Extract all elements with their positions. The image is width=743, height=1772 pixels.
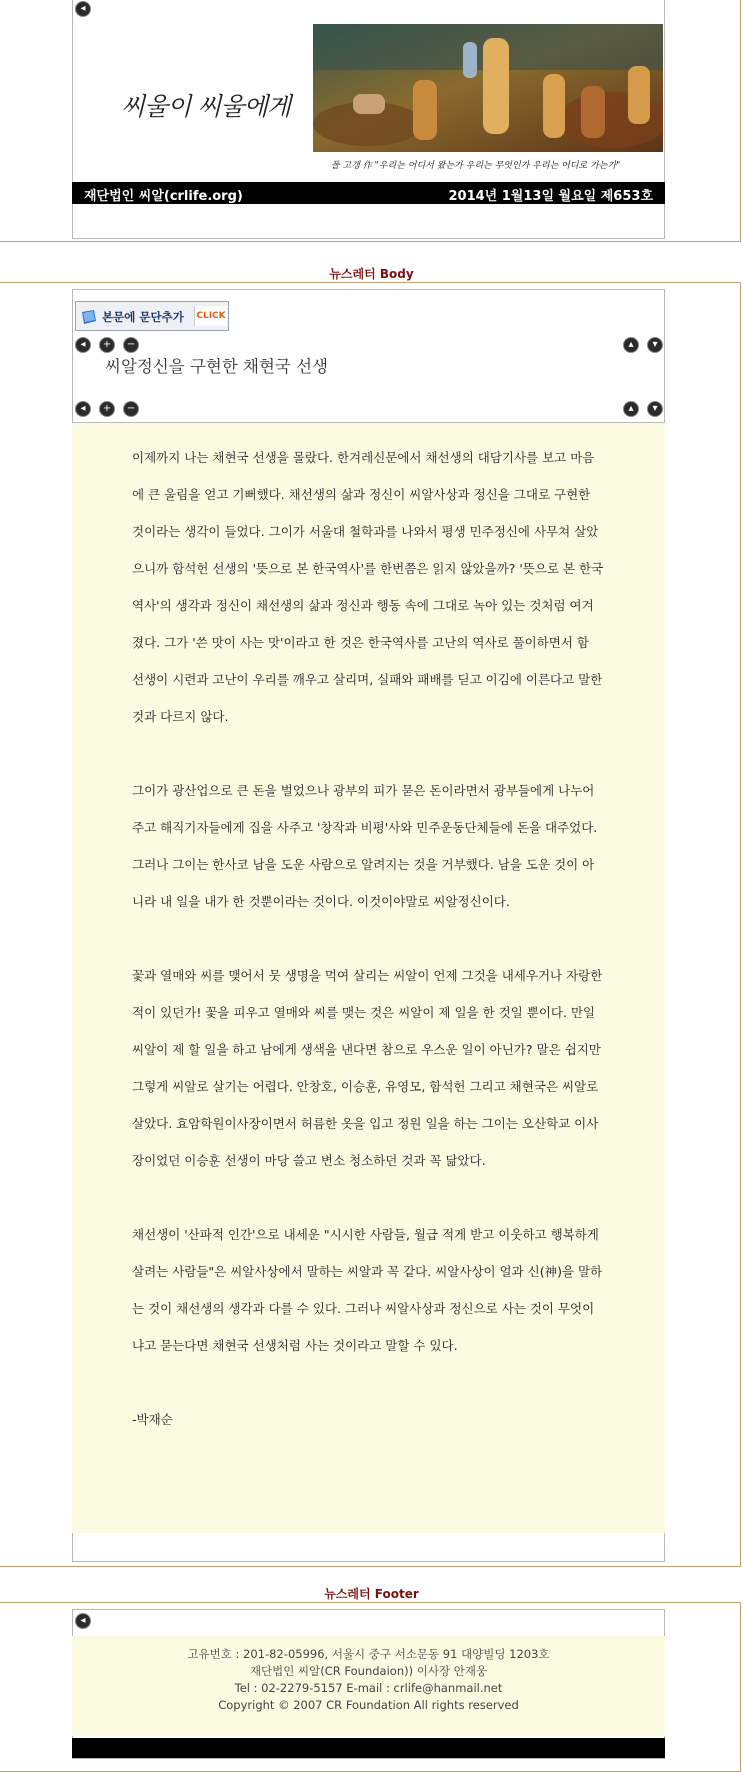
paragraph-move-button[interactable]: ◂ <box>75 337 91 353</box>
paragraph-add-button[interactable]: + <box>99 337 115 353</box>
footer-section-label: 뉴스레터 Footer <box>324 1587 419 1601</box>
issue-label: 2014년 1월13일 월요일 제653호 <box>448 189 653 204</box>
article-paragraph: 채선생이 '산파적 인간'으로 내세운 "시시한 사람들, 월급 적게 받고 이웃하고 행복하게 살려는 사람들"은 씨알사상에서 말하는 씨알과 꼭 같다. 씨알사상이 얼과 신(神)을 말하는 것이 채선생의 생각과 다를 수 있다. 그러나 씨알사상과 정신으로 사는 것이 무엇이냐고 묻는다면 채현국 선생처럼 사는 것이라고 말할 수 있다. <box>132 1227 603 1353</box>
org-label: 재단법인 씨알(crlife.org) <box>84 189 243 204</box>
footer-menu-button[interactable]: ◂ <box>75 1613 91 1629</box>
footer-info <box>72 1636 665 1736</box>
article-title: 씨알정신을 구현한 채현국 선생 <box>105 357 328 376</box>
paragraph-down-button[interactable]: ▾ <box>647 337 663 353</box>
add-paragraph-label: 본문에 문단추가 <box>102 310 184 324</box>
header-frame <box>0 0 741 242</box>
article-body <box>72 422 665 1533</box>
footer-contact: Tel : 02-2279-5157 E-mail : crlife@hanmail.net <box>234 1681 503 1695</box>
paragraph2-add-button[interactable]: + <box>99 401 115 417</box>
body-section-label: 뉴스레터 Body <box>329 267 414 281</box>
paragraph-remove-button[interactable]: − <box>123 337 139 353</box>
article-paragraph: 이제까지 나는 채현국 선생을 몰랐다. 한겨레신문에서 채선생의 대담기사를 보고 마음에 큰 울림을 얻고 기뻐했다. 채선생의 삶과 정신이 씨알사상과 정신을 그대로 구현한 것이라는 생각이 들었다. 그이가 서울대 철학과를 나와서 평생 민주정신에 사무쳐 살았으니까 함석헌 선생의 '뜻으로 본 한국역사'를 한번쯤은 읽지 않았을까? '뜻으로 본 한국역사'의 생각과 정신이 채선생의 삶과 정신과 행동 속에 그대로 녹아 있는 것처럼 여겨졌다. 그가 '쓴 맛이 사는 맛'이라고 한 것은 한국역사를 고난의 역사로 풀이하면서 함 선생이 시련과 고난이 우리를 깨우고 살리며, 실패와 패배를 딛고 이김에 이른다고 말한 것과 다르지 않다. <box>132 450 604 724</box>
footer-bar <box>72 1738 665 1758</box>
paragraph2-down-button[interactable]: ▾ <box>647 401 663 417</box>
header-menu-button[interactable]: ◂ <box>75 1 91 17</box>
book-icon <box>80 309 98 325</box>
footer-chairman: 재단법인 씨알(CR Foundaion)) 이사장 안재웅 <box>249 1664 488 1678</box>
footer-address: 고유번호 : 201-82-05996, 서울시 중구 서소문동 91 대양빌딩 1203호 <box>187 1647 550 1661</box>
painting-caption: 폴 고갱 作 "우리는 어디서 왔는가 우리는 무엇인가 우리는 어디로 가는가" <box>331 161 621 171</box>
paragraph2-move-button[interactable]: ◂ <box>75 401 91 417</box>
article-paragraph: 그이가 광산업으로 큰 돈을 벌었으나 광부의 피가 묻은 돈이라면서 광부들에게 나누어주고 해직기자들에게 집을 사주고 '창작과 비평'사와 민주운동단체들에 돈을 대주었다. 그러나 그이는 한사코 남을 도운 사람으로 알려지는 것을 거부했다. 남을 도운 것이 아니라 내 일을 내가 한 것뿐이라는 것이다. 이것이야말로 씨알정신이다. <box>132 783 598 909</box>
logo: 씨울이 씨울에게 <box>121 92 290 121</box>
article-text <box>132 439 604 1475</box>
article-paragraph: 꽃과 열매와 씨를 맺어서 뭇 생명을 먹여 살리는 씨알이 언제 그것을 내세우거나 자랑한 적이 있던가! 꽃을 피우고 열매와 씨를 맺는 것은 씨알이 제 일을 한 것일 뿐이다. 만일 씨알이 제 할 일을 하고 남에게 생색을 낸다면 참으로 우스운 일이 아닌가? 말은 쉽지만 그렇게 씨알로 살기는 어렵다. 안창호, 이승훈, 유영모, 함석헌 그리고 채현국은 씨알로 살았다. 효암학원이사장이면서 허름한 옷을 입고 정원 일을 하는 그이는 오산학교 이사장이었던 이승훈 선생이 마당 쓸고 변소 청소하던 것과 꼭 닮았다. <box>132 968 603 1168</box>
article-signature: -박재순 <box>132 1412 173 1427</box>
issue-banner <box>72 182 665 204</box>
paragraph2-up-button[interactable]: ▴ <box>623 401 639 417</box>
paragraph-up-button[interactable]: ▴ <box>623 337 639 353</box>
click-label: CLICK <box>194 306 227 326</box>
footer-copyright: Copyright © 2007 CR Foundation All rights reserved <box>218 1698 519 1712</box>
gauguin-painting <box>313 24 663 152</box>
paragraph2-remove-button[interactable]: − <box>123 401 139 417</box>
footer-lines <box>72 1646 665 1714</box>
add-paragraph-button[interactable] <box>75 301 229 331</box>
